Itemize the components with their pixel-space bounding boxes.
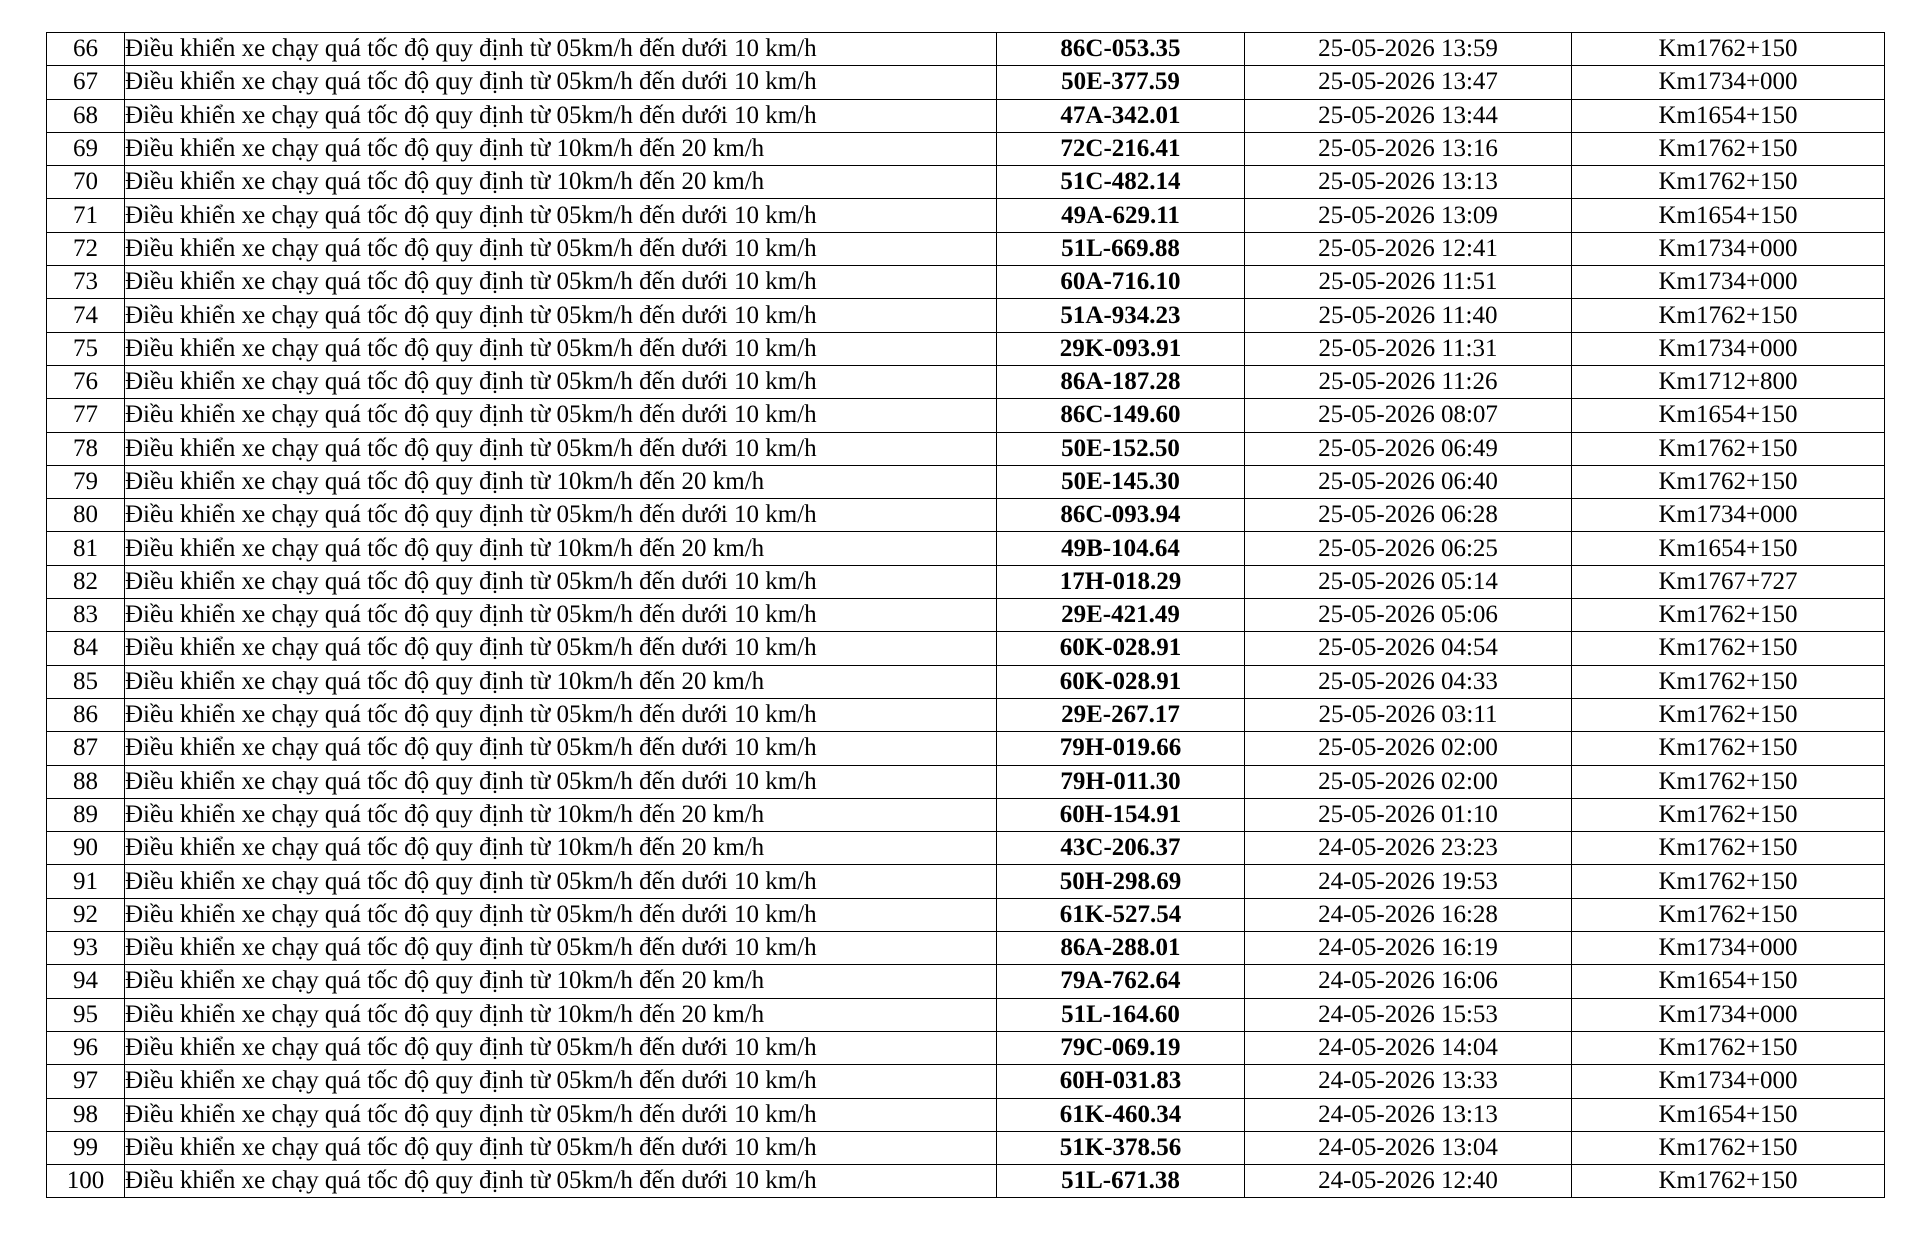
violation-time: 25-05-2026 06:49 (1245, 432, 1572, 465)
license-plate: 60K-028.91 (997, 632, 1245, 665)
row-number: 68 (47, 99, 125, 132)
violation-time: 25-05-2026 03:11 (1245, 698, 1572, 731)
license-plate: 79H-019.66 (997, 732, 1245, 765)
table-row (47, 932, 1885, 965)
violation-time: 25-05-2026 06:28 (1245, 499, 1572, 532)
row-number: 70 (47, 166, 125, 199)
violation-description: Điều khiển xe chạy quá tốc độ quy định từ 05km/h đến dưới 10 km/h (125, 732, 997, 765)
violation-location: Km1762+150 (1572, 665, 1885, 698)
violation-location: Km1762+150 (1572, 166, 1885, 199)
violation-location: Km1762+150 (1572, 698, 1885, 731)
violation-description: Điều khiển xe chạy quá tốc độ quy định từ 05km/h đến dưới 10 km/h (125, 898, 997, 931)
violation-description: Điều khiển xe chạy quá tốc độ quy định từ 05km/h đến dưới 10 km/h (125, 1131, 997, 1164)
row-number: 76 (47, 365, 125, 398)
table-row (47, 365, 1885, 398)
violation-location: Km1762+150 (1572, 765, 1885, 798)
violation-location: Km1762+150 (1572, 1165, 1885, 1198)
row-number: 80 (47, 499, 125, 532)
license-plate: 50E-152.50 (997, 432, 1245, 465)
violation-time: 25-05-2026 13:59 (1245, 33, 1572, 66)
table-row (47, 832, 1885, 865)
violation-location: Km1734+000 (1572, 66, 1885, 99)
table-row (47, 1098, 1885, 1131)
violation-description: Điều khiển xe chạy quá tốc độ quy định từ 05km/h đến dưới 10 km/h (125, 299, 997, 332)
license-plate: 86C-093.94 (997, 499, 1245, 532)
violation-description: Điều khiển xe chạy quá tốc độ quy định từ 10km/h đến 20 km/h (125, 166, 997, 199)
violation-location: Km1734+000 (1572, 266, 1885, 299)
violation-time: 25-05-2026 13:13 (1245, 166, 1572, 199)
violation-time: 24-05-2026 16:19 (1245, 932, 1572, 965)
table-row (47, 965, 1885, 998)
violation-time: 25-05-2026 01:10 (1245, 798, 1572, 831)
violation-description: Điều khiển xe chạy quá tốc độ quy định từ 10km/h đến 20 km/h (125, 665, 997, 698)
violation-location: Km1654+150 (1572, 532, 1885, 565)
row-number: 87 (47, 732, 125, 765)
violations-table-body (47, 33, 1885, 1198)
violation-location: Km1762+150 (1572, 432, 1885, 465)
row-number: 74 (47, 299, 125, 332)
row-number: 77 (47, 399, 125, 432)
violation-location: Km1767+727 (1572, 565, 1885, 598)
violation-description: Điều khiển xe chạy quá tốc độ quy định từ 05km/h đến dưới 10 km/h (125, 33, 997, 66)
violation-description: Điều khiển xe chạy quá tốc độ quy định từ 05km/h đến dưới 10 km/h (125, 365, 997, 398)
violation-description: Điều khiển xe chạy quá tốc độ quy định từ 10km/h đến 20 km/h (125, 798, 997, 831)
violation-location: Km1762+150 (1572, 798, 1885, 831)
violation-description: Điều khiển xe chạy quá tốc độ quy định từ 05km/h đến dưới 10 km/h (125, 698, 997, 731)
row-number: 91 (47, 865, 125, 898)
violation-time: 24-05-2026 13:04 (1245, 1131, 1572, 1164)
violation-description: Điều khiển xe chạy quá tốc độ quy định từ 05km/h đến dưới 10 km/h (125, 99, 997, 132)
violation-time: 25-05-2026 13:47 (1245, 66, 1572, 99)
violation-time: 25-05-2026 06:25 (1245, 532, 1572, 565)
row-number: 90 (47, 832, 125, 865)
license-plate: 29E-421.49 (997, 599, 1245, 632)
table-row (47, 166, 1885, 199)
violation-time: 24-05-2026 13:33 (1245, 1065, 1572, 1098)
violation-time: 24-05-2026 23:23 (1245, 832, 1572, 865)
license-plate: 49B-104.64 (997, 532, 1245, 565)
violation-time: 24-05-2026 14:04 (1245, 1031, 1572, 1064)
violation-time: 25-05-2026 11:31 (1245, 332, 1572, 365)
violation-location: Km1712+800 (1572, 365, 1885, 398)
license-plate: 50E-145.30 (997, 465, 1245, 498)
row-number: 69 (47, 132, 125, 165)
table-row (47, 1131, 1885, 1164)
violation-description: Điều khiển xe chạy quá tốc độ quy định từ 05km/h đến dưới 10 km/h (125, 865, 997, 898)
violation-location: Km1734+000 (1572, 1065, 1885, 1098)
violation-time: 25-05-2026 04:54 (1245, 632, 1572, 665)
violation-time: 25-05-2026 06:40 (1245, 465, 1572, 498)
violation-time: 24-05-2026 19:53 (1245, 865, 1572, 898)
row-number: 88 (47, 765, 125, 798)
table-row (47, 532, 1885, 565)
violation-time: 25-05-2026 04:33 (1245, 665, 1572, 698)
row-number: 71 (47, 199, 125, 232)
table-row (47, 399, 1885, 432)
table-row (47, 432, 1885, 465)
row-number: 84 (47, 632, 125, 665)
row-number: 82 (47, 565, 125, 598)
violation-description: Điều khiển xe chạy quá tốc độ quy định từ 05km/h đến dưới 10 km/h (125, 266, 997, 299)
table-row (47, 1065, 1885, 1098)
table-row (47, 998, 1885, 1031)
violation-description: Điều khiển xe chạy quá tốc độ quy định từ 10km/h đến 20 km/h (125, 532, 997, 565)
table-row (47, 698, 1885, 731)
violation-location: Km1654+150 (1572, 399, 1885, 432)
violation-time: 24-05-2026 16:06 (1245, 965, 1572, 998)
license-plate: 79A-762.64 (997, 965, 1245, 998)
table-row (47, 266, 1885, 299)
license-plate: 49A-629.11 (997, 199, 1245, 232)
row-number: 66 (47, 33, 125, 66)
violation-time: 24-05-2026 15:53 (1245, 998, 1572, 1031)
row-number: 67 (47, 66, 125, 99)
row-number: 94 (47, 965, 125, 998)
row-number: 93 (47, 932, 125, 965)
table-row (47, 299, 1885, 332)
violation-description: Điều khiển xe chạy quá tốc độ quy định từ 05km/h đến dưới 10 km/h (125, 199, 997, 232)
violation-time: 24-05-2026 13:13 (1245, 1098, 1572, 1131)
violation-description: Điều khiển xe chạy quá tốc độ quy định từ 05km/h đến dưới 10 km/h (125, 399, 997, 432)
license-plate: 51C-482.14 (997, 166, 1245, 199)
license-plate: 61K-527.54 (997, 898, 1245, 931)
table-row (47, 732, 1885, 765)
violation-location: Km1654+150 (1572, 1098, 1885, 1131)
table-row (47, 865, 1885, 898)
row-number: 73 (47, 266, 125, 299)
violation-time: 25-05-2026 11:40 (1245, 299, 1572, 332)
row-number: 86 (47, 698, 125, 731)
row-number: 79 (47, 465, 125, 498)
violation-time: 25-05-2026 13:09 (1245, 199, 1572, 232)
violation-description: Điều khiển xe chạy quá tốc độ quy định từ 10km/h đến 20 km/h (125, 832, 997, 865)
violation-time: 24-05-2026 12:40 (1245, 1165, 1572, 1198)
license-plate: 17H-018.29 (997, 565, 1245, 598)
violations-table (46, 32, 1885, 1198)
license-plate: 79H-011.30 (997, 765, 1245, 798)
violation-time: 24-05-2026 16:28 (1245, 898, 1572, 931)
row-number: 92 (47, 898, 125, 931)
violation-location: Km1654+150 (1572, 99, 1885, 132)
license-plate: 86C-053.35 (997, 33, 1245, 66)
violation-description: Điều khiển xe chạy quá tốc độ quy định từ 10km/h đến 20 km/h (125, 132, 997, 165)
license-plate: 51A-934.23 (997, 299, 1245, 332)
row-number: 100 (47, 1165, 125, 1198)
license-plate: 29E-267.17 (997, 698, 1245, 731)
table-row (47, 599, 1885, 632)
violation-time: 25-05-2026 08:07 (1245, 399, 1572, 432)
row-number: 78 (47, 432, 125, 465)
violation-location: Km1734+000 (1572, 499, 1885, 532)
violation-location: Km1762+150 (1572, 1131, 1885, 1164)
violation-time: 25-05-2026 13:16 (1245, 132, 1572, 165)
violation-description: Điều khiển xe chạy quá tốc độ quy định từ 05km/h đến dưới 10 km/h (125, 1065, 997, 1098)
violation-description: Điều khiển xe chạy quá tốc độ quy định từ 05km/h đến dưới 10 km/h (125, 499, 997, 532)
row-number: 81 (47, 532, 125, 565)
license-plate: 29K-093.91 (997, 332, 1245, 365)
license-plate: 86A-288.01 (997, 932, 1245, 965)
violation-location: Km1762+150 (1572, 132, 1885, 165)
violation-location: Km1654+150 (1572, 965, 1885, 998)
violation-time: 25-05-2026 05:14 (1245, 565, 1572, 598)
license-plate: 72C-216.41 (997, 132, 1245, 165)
violation-location: Km1762+150 (1572, 732, 1885, 765)
row-number: 89 (47, 798, 125, 831)
license-plate: 50E-377.59 (997, 66, 1245, 99)
violation-time: 25-05-2026 13:44 (1245, 99, 1572, 132)
table-row (47, 465, 1885, 498)
violation-description: Điều khiển xe chạy quá tốc độ quy định từ 05km/h đến dưới 10 km/h (125, 599, 997, 632)
violation-description: Điều khiển xe chạy quá tốc độ quy định từ 05km/h đến dưới 10 km/h (125, 1165, 997, 1198)
violation-description: Điều khiển xe chạy quá tốc độ quy định từ 05km/h đến dưới 10 km/h (125, 1098, 997, 1131)
table-row (47, 798, 1885, 831)
row-number: 95 (47, 998, 125, 1031)
violation-location: Km1734+000 (1572, 998, 1885, 1031)
violation-location: Km1654+150 (1572, 199, 1885, 232)
violation-location: Km1734+000 (1572, 232, 1885, 265)
violation-time: 25-05-2026 11:26 (1245, 365, 1572, 398)
license-plate: 60A-716.10 (997, 266, 1245, 299)
violation-time: 25-05-2026 12:41 (1245, 232, 1572, 265)
license-plate: 61K-460.34 (997, 1098, 1245, 1131)
violation-location: Km1762+150 (1572, 832, 1885, 865)
table-row (47, 33, 1885, 66)
document-page (46, 32, 1884, 1198)
table-row (47, 1031, 1885, 1064)
violation-description: Điều khiển xe chạy quá tốc độ quy định từ 10km/h đến 20 km/h (125, 998, 997, 1031)
license-plate: 50H-298.69 (997, 865, 1245, 898)
license-plate: 51K-378.56 (997, 1131, 1245, 1164)
violation-location: Km1762+150 (1572, 898, 1885, 931)
license-plate: 60H-031.83 (997, 1065, 1245, 1098)
violation-time: 25-05-2026 05:06 (1245, 599, 1572, 632)
row-number: 97 (47, 1065, 125, 1098)
license-plate: 86C-149.60 (997, 399, 1245, 432)
license-plate: 79C-069.19 (997, 1031, 1245, 1064)
license-plate: 43C-206.37 (997, 832, 1245, 865)
row-number: 83 (47, 599, 125, 632)
violation-location: Km1734+000 (1572, 932, 1885, 965)
violation-description: Điều khiển xe chạy quá tốc độ quy định từ 05km/h đến dưới 10 km/h (125, 1031, 997, 1064)
violation-time: 25-05-2026 02:00 (1245, 732, 1572, 765)
license-plate: 60H-154.91 (997, 798, 1245, 831)
table-row (47, 332, 1885, 365)
violation-location: Km1762+150 (1572, 632, 1885, 665)
table-row (47, 99, 1885, 132)
violation-time: 25-05-2026 02:00 (1245, 765, 1572, 798)
violation-location: Km1762+150 (1572, 465, 1885, 498)
violation-description: Điều khiển xe chạy quá tốc độ quy định từ 05km/h đến dưới 10 km/h (125, 332, 997, 365)
license-plate: 51L-164.60 (997, 998, 1245, 1031)
violation-time: 25-05-2026 11:51 (1245, 266, 1572, 299)
violation-location: Km1762+150 (1572, 299, 1885, 332)
violation-description: Điều khiển xe chạy quá tốc độ quy định từ 05km/h đến dưới 10 km/h (125, 432, 997, 465)
license-plate: 60K-028.91 (997, 665, 1245, 698)
table-row (47, 66, 1885, 99)
row-number: 72 (47, 232, 125, 265)
violation-description: Điều khiển xe chạy quá tốc độ quy định từ 05km/h đến dưới 10 km/h (125, 932, 997, 965)
row-number: 75 (47, 332, 125, 365)
row-number: 96 (47, 1031, 125, 1064)
license-plate: 51L-671.38 (997, 1165, 1245, 1198)
violation-description: Điều khiển xe chạy quá tốc độ quy định từ 05km/h đến dưới 10 km/h (125, 232, 997, 265)
table-row (47, 765, 1885, 798)
violation-location: Km1762+150 (1572, 33, 1885, 66)
violation-description: Điều khiển xe chạy quá tốc độ quy định từ 05km/h đến dưới 10 km/h (125, 765, 997, 798)
violation-location: Km1734+000 (1572, 332, 1885, 365)
license-plate: 51L-669.88 (997, 232, 1245, 265)
row-number: 98 (47, 1098, 125, 1131)
table-row (47, 132, 1885, 165)
table-row (47, 565, 1885, 598)
table-row (47, 499, 1885, 532)
table-row (47, 665, 1885, 698)
violation-description: Điều khiển xe chạy quá tốc độ quy định từ 05km/h đến dưới 10 km/h (125, 66, 997, 99)
violation-description: Điều khiển xe chạy quá tốc độ quy định từ 10km/h đến 20 km/h (125, 465, 997, 498)
row-number: 85 (47, 665, 125, 698)
violation-location: Km1762+150 (1572, 599, 1885, 632)
license-plate: 47A-342.01 (997, 99, 1245, 132)
license-plate: 86A-187.28 (997, 365, 1245, 398)
violation-description: Điều khiển xe chạy quá tốc độ quy định từ 05km/h đến dưới 10 km/h (125, 565, 997, 598)
table-row (47, 232, 1885, 265)
table-row (47, 1165, 1885, 1198)
table-row (47, 632, 1885, 665)
violation-description: Điều khiển xe chạy quá tốc độ quy định từ 10km/h đến 20 km/h (125, 965, 997, 998)
violation-description: Điều khiển xe chạy quá tốc độ quy định từ 05km/h đến dưới 10 km/h (125, 632, 997, 665)
table-row (47, 898, 1885, 931)
violation-location: Km1762+150 (1572, 1031, 1885, 1064)
row-number: 99 (47, 1131, 125, 1164)
table-row (47, 199, 1885, 232)
violation-location: Km1762+150 (1572, 865, 1885, 898)
